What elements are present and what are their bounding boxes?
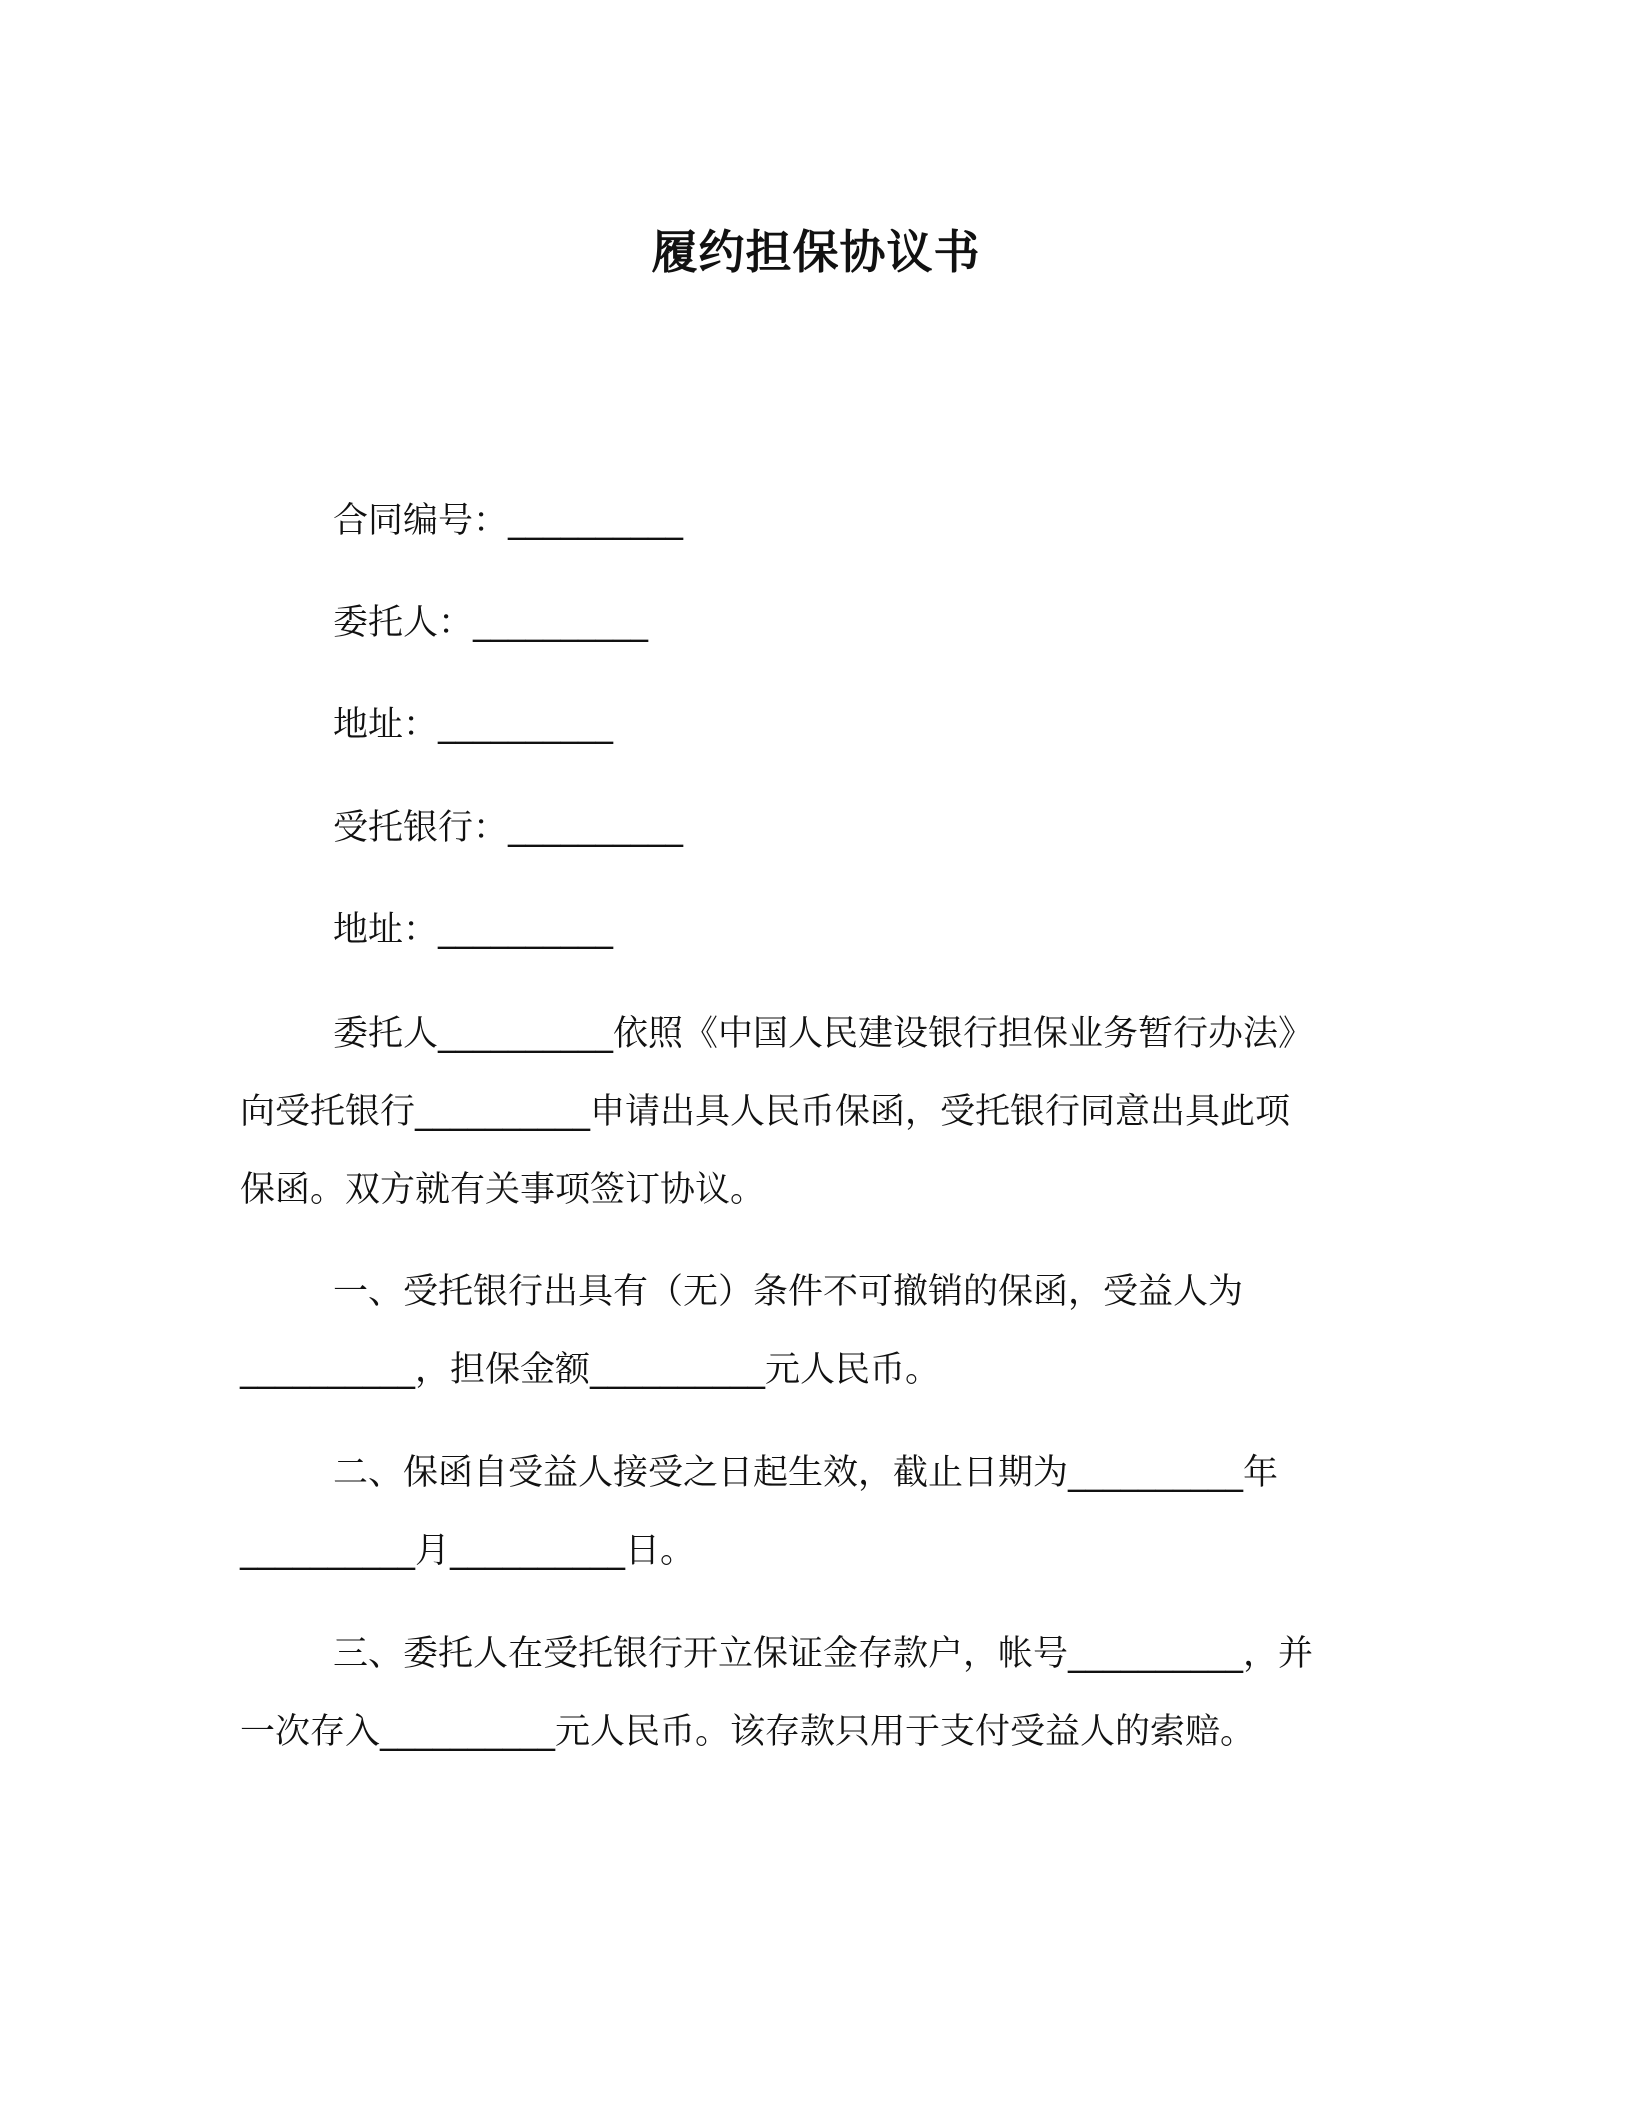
clause-1-line-2: __________，担保金额__________元人民币。 [240,1350,941,1390]
clause-1-line-1: 一、受托银行出具有（无）条件不可撤销的保函，受益人为 [333,1272,1244,1312]
intro-line-1: 委托人__________依照《中国人民建设银行担保业务暂行办法》 [333,1014,1314,1054]
principal-field: 委托人：__________ [333,603,649,643]
clause-3-line-2: 一次存入__________元人民币。该存款只用于支付受益人的索赔。 [240,1712,1256,1752]
intro-line-3: 保函。双方就有关事项签订协议。 [240,1170,766,1210]
intro-line-2: 向受托银行__________申请出具人民币保函，受托银行同意出具此项 [240,1092,1291,1132]
document-title: 履约担保协议书 [651,225,981,279]
clause-3-paragraph [240,1615,1390,1771]
trustee-bank-field: 受托银行：__________ [333,808,684,848]
clause-2-line-1: 二、保函自受益人接受之日起生效，截止日期为__________年 [333,1453,1279,1493]
clause-3-line-1: 三、委托人在受托银行开立保证金存款户，帐号__________，并 [333,1634,1314,1674]
trustee-bank-address-field: 地址：__________ [333,910,614,950]
clause-2-paragraph [240,1434,1390,1590]
clause-2-line-2: __________月__________日。 [240,1531,696,1571]
principal-address-field: 地址：__________ [333,705,614,745]
clause-1-paragraph [240,1253,1390,1409]
intro-paragraph [240,995,1390,1229]
contract-number-field: 合同编号：__________ [333,501,684,541]
